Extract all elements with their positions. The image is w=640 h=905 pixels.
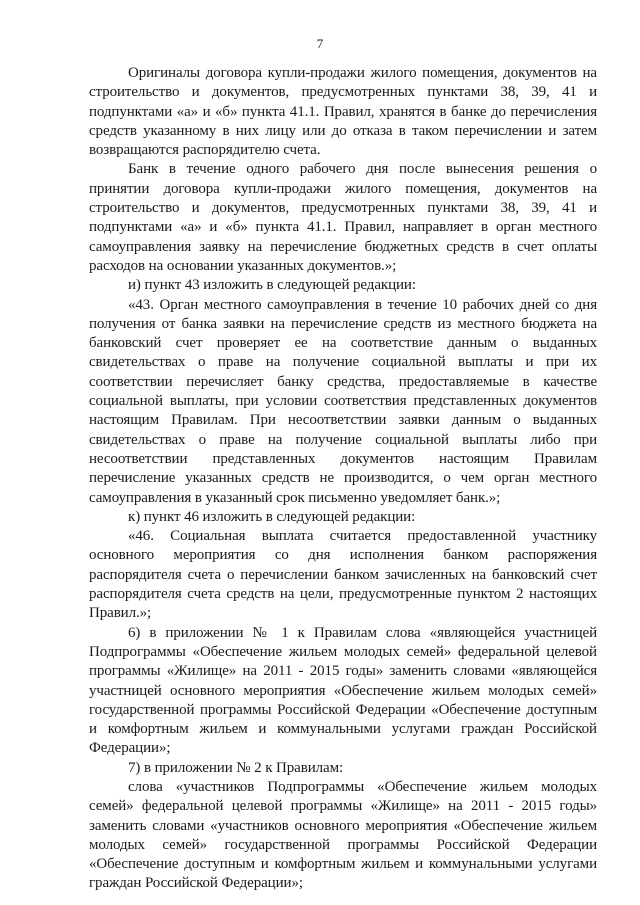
paragraph: Банк в течение одного рабочего дня после вынесения решения о принятии договора купли-продажи жилого помещения, документов на строительство и документов, предусмотренных пунктами 38, 39, 41 и подпунктами «а» и «б» пункта 41.1. Правил, направляет в орган местного самоуправления заявку на перечисление бюджетных средств в счет оплаты расходов на основании указанных документов.»; (89, 161, 597, 274)
paragraph: 6) в приложении № 1 к Правилам слова «являющейся участницей Подпрограммы «Обеспечение жильем молодых семей» федеральной целевой программы «Жилище» на 2011 - 2015 годы» заменить словами «являющейся участницей основного мероприятия «Обеспечение жильем молодых семей» государственной программы Российской Федерации «Обеспечение доступным и комфортным жильем и коммунальными услугами граждан Российской Федерации»; (89, 624, 597, 757)
paragraph: и) пункт 43 изложить в следующей редакции: (128, 277, 416, 294)
paragraph: «46. Социальная выплата считается предоставленной участнику основного мероприятия со дня исполнения банком распоряжения распорядителя счета о перечислении банком зачисленных на банковский счет распорядителя счета средств на цели, предусмотренные пунктом 2 настоящих Правил.»; (89, 528, 597, 622)
paragraph: «43. Орган местного самоуправления в течение 10 рабочих дней со дня получения от банка заявки на перечисление средств из местного бюджета на банковский счет проверяет ее на соответствие данным о выданных свидетельствах о праве на получение социальной выплаты и при их соответствии перечисляет банку средства, предоставляемые в качестве социальной выплаты, при условии соответствия представленных документов настоящим Правилам. При несоответствии заявки данным о выданных свидетельствах о праве на получение социальной выплаты либо при несоответствии представленных документов настоящим Правилам перечисление указанных средств не производится, о чем орган местного самоуправления в указанный срок письменно уведомляет банк.»; (89, 296, 597, 506)
document-body (89, 64, 597, 894)
paragraph: слова «участников Подпрограммы «Обеспечение жильем молодых семей» федеральной целевой программы «Жилище» на 2011 - 2015 годы» заменить словами «участников основного мероприятия «Обеспечение жильем молодых семей» государственной программы Российской Федерации «Обеспечение доступным и комфортным жильем и коммунальными услугами граждан Российской Федерации»; (89, 778, 597, 892)
paragraph: Оригиналы договора купли-продажи жилого помещения, документов на строительство и документов, предусмотренных пунктами 38, 39, 41 и подпунктами «а» и «б» пункта 41.1. Правил, хранятся в банке до перечисления средств указанному в них лицу или до отказа в таком перечислении и затем возвращаются распорядителю счета. (89, 65, 597, 159)
paragraph: 7) в приложении № 2 к Правилам: (128, 759, 344, 776)
page-number: 7 (316, 36, 324, 51)
paragraph: к) пункт 46 изложить в следующей редакции: (128, 508, 416, 525)
